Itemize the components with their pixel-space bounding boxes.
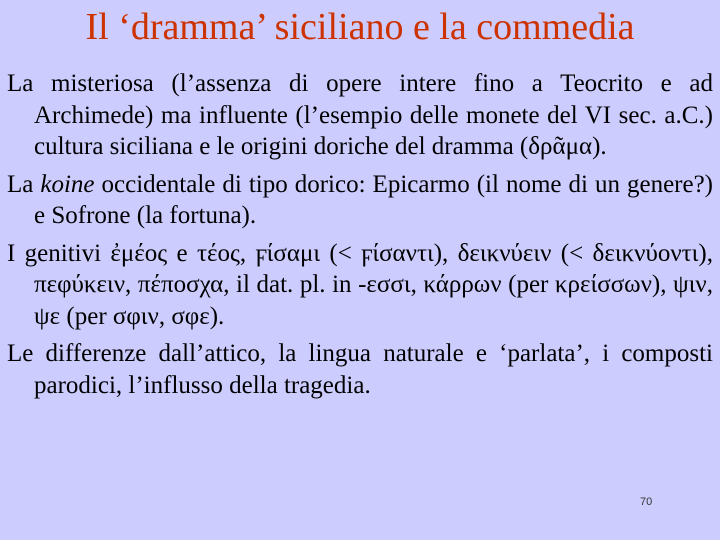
paragraph-sicilian-culture: La misteriosa (l’assenza di opere intere fino a Teocrito e ad Archimede) ma influente (l’esempio delle monete del VI sec. a.C.) cultura siciliana e le origini doriche del dramma (δρᾶμα).: [7, 70, 713, 160]
koine-term: koine: [40, 170, 95, 198]
paragraph-koine: [7, 169, 713, 232]
page-number: 70: [640, 496, 653, 508]
slide-body: [7, 68, 713, 401]
koine-suffix: occidentale di tipo dorico: Epicarmo (il nome di un genere?) e Sofrone (la fortuna).: [34, 170, 714, 229]
koine-prefix: La: [7, 170, 41, 198]
paragraph-differences: Le differenze dall’attico, la lingua naturale e ‘parlata’, i composti parodici, l’influsso della tragedia.: [7, 340, 713, 399]
slide-title: Il ‘dramma’ siciliano e la commedia: [85, 6, 635, 48]
paragraph-genitives: I genitivi ἐμέος e τέος, ϝίσαμι (< ϝίσαντι), δεικνύειν (< δεικνύοντι), πεφύκειν, πέποσχα, il dat. pl. in ‑εσσι, κάρρων (per κρείσσων), ψιν, ψε (per σφιν, σφε).: [7, 239, 713, 330]
